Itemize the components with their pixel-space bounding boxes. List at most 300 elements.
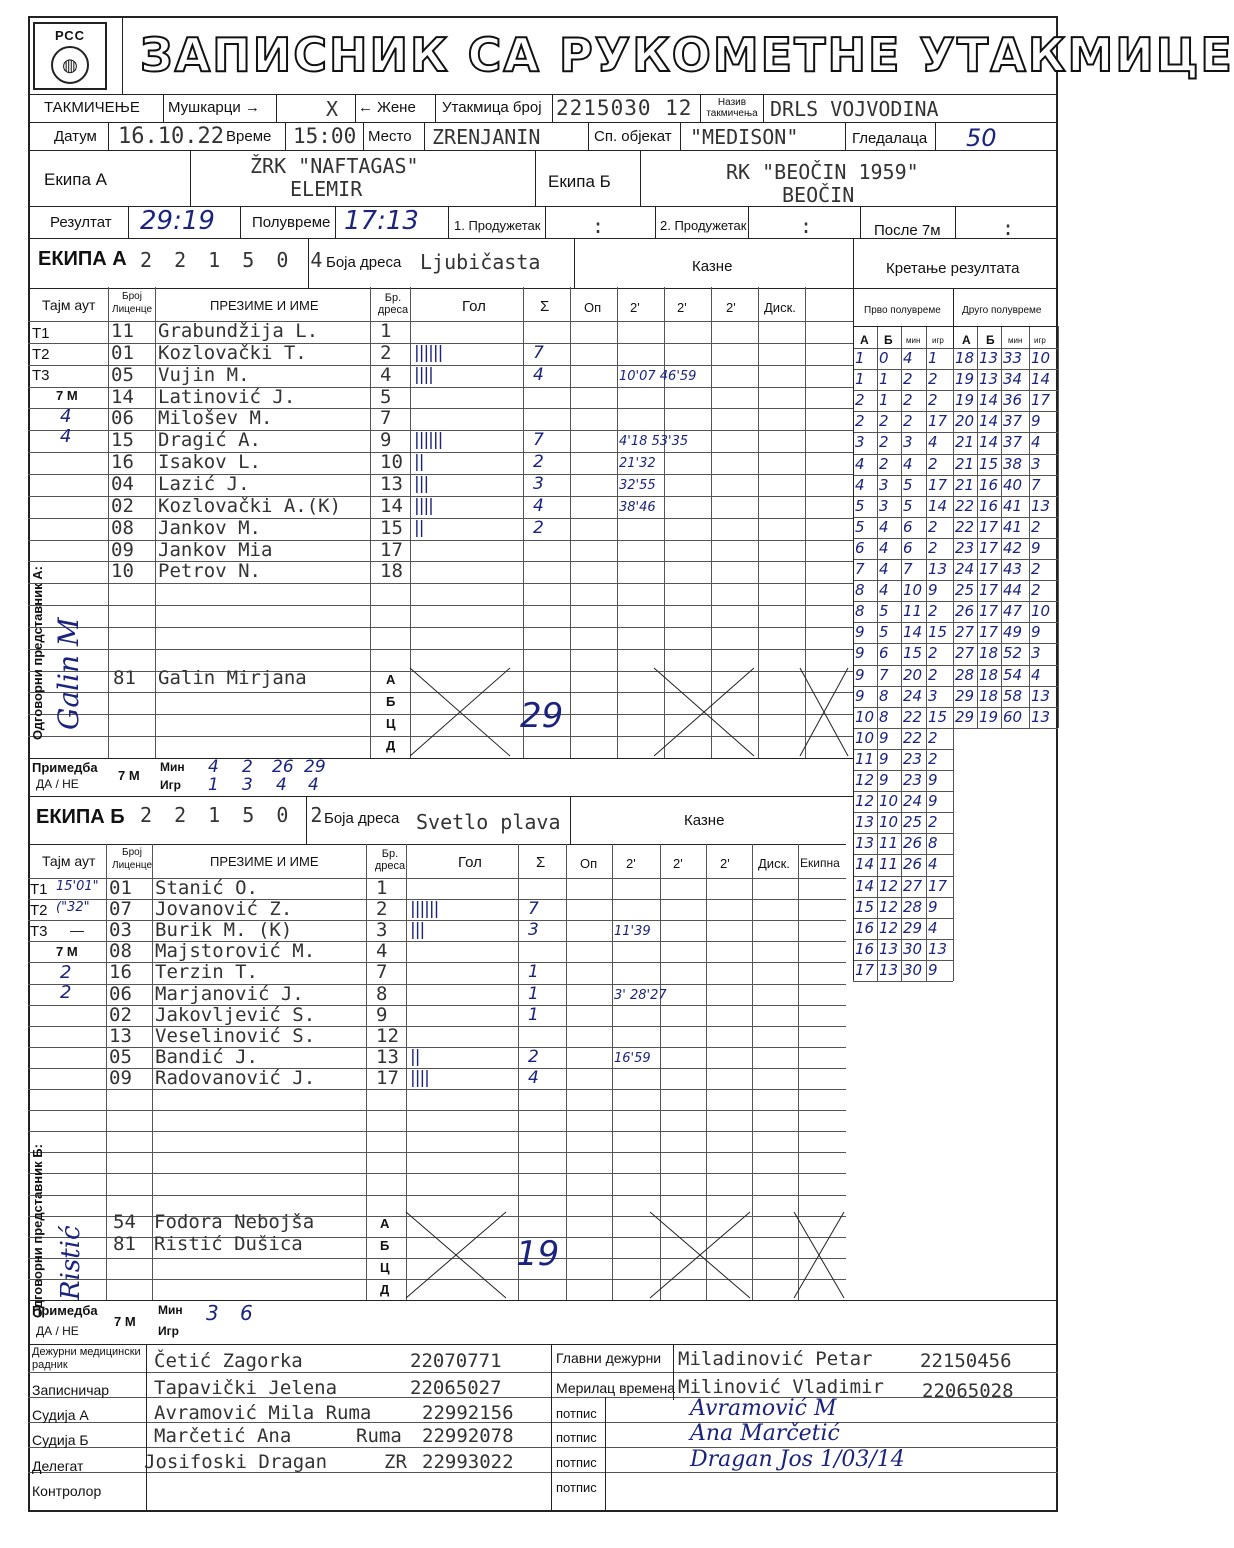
team-a-min-4: 29	[304, 757, 326, 777]
score-flow-second-cell: 25	[955, 581, 975, 600]
score-flow-first-cell: 20	[903, 665, 923, 684]
player-licence: 06	[109, 982, 132, 1005]
timeout-col-a: Тајм аут	[42, 297, 96, 313]
match-number: 2215030 12	[556, 96, 693, 120]
score-flow-second-cell: 44	[1003, 581, 1023, 600]
score-flow-second-cell: 22	[955, 496, 975, 515]
score-flow-row-line	[853, 981, 953, 982]
row-divider	[28, 1152, 846, 1153]
player-goals: ||||	[414, 495, 433, 516]
row-divider	[28, 583, 853, 584]
score-flow-first-cell: 2	[928, 665, 938, 684]
player-goal-sum: 7	[533, 342, 544, 363]
score-flow-first-cell: 29	[903, 918, 923, 937]
score-flow-second-cell: 21	[955, 475, 975, 494]
score-flow-second-cell: 10	[1031, 349, 1051, 367]
row-divider	[28, 1110, 846, 1111]
score-flow-first-cell: 4	[903, 349, 913, 367]
player-name: Isakov L.	[158, 451, 261, 474]
score-flow-first-cell: 11	[879, 834, 899, 853]
score-flow-first-cell: 2	[855, 391, 865, 410]
score-flow-first-cell: 17	[928, 876, 948, 895]
row-divider	[28, 1089, 846, 1090]
team-a-min-3: 26	[272, 757, 294, 777]
row-divider	[28, 1173, 846, 1174]
row-divider	[28, 387, 853, 388]
team-b-color-label: Боја дреса	[324, 810, 400, 827]
row-divider	[28, 920, 846, 921]
handball-icon: ◍	[51, 46, 89, 84]
score-flow-first-cell: 13	[879, 939, 899, 958]
ref-a-label: Судија А	[32, 1407, 89, 1423]
team-a-off-a: А	[386, 672, 396, 687]
score-flow-second-cell: 9	[1031, 623, 1041, 642]
column-divider	[152, 844, 153, 1300]
score-flow-first-cell: 8	[879, 686, 889, 705]
ref-b-city: Ruma	[356, 1425, 402, 1447]
score-flow-first-cell: 4	[879, 560, 889, 578]
score-flow-second-cell: 13	[979, 349, 999, 367]
team-b-official-1-name: Fodora Nebojša	[154, 1211, 315, 1233]
score-flow-second-cell: 3	[1031, 644, 1041, 663]
score-flow-first-cell: 30	[903, 960, 923, 979]
player-licence: 08	[109, 940, 132, 963]
score-flow-first-cell: 6	[903, 517, 913, 536]
player-jersey: 15	[380, 516, 403, 539]
team-b-min-label: Мин	[158, 1303, 183, 1317]
score-flow-first-cell: 1	[928, 349, 938, 367]
two-min-col-b-3: 2'	[720, 856, 730, 871]
row-divider	[28, 1026, 846, 1027]
sign-label-4: потпис	[556, 1480, 597, 1495]
score-flow-first-cell: 4	[928, 433, 938, 452]
team-a-7m-2: 4	[60, 426, 72, 447]
player-goals: ||	[414, 452, 424, 473]
team-b-off-b: Б	[380, 1238, 390, 1253]
team-a-label: Екипа А	[44, 170, 107, 189]
row-divider	[28, 518, 853, 519]
player-jersey: 17	[380, 538, 403, 561]
spectators-value: 50	[966, 124, 997, 152]
player-goals: ||||||	[410, 899, 439, 920]
two-min-col-a-2: 2'	[677, 300, 687, 315]
score-flow-first-cell: 9	[928, 771, 938, 789]
score-flow-second-cell: 9	[1031, 538, 1041, 557]
score-flow-first-cell: 17	[855, 960, 875, 979]
two-min-col-b-1: 2'	[626, 856, 636, 871]
team-a-off-b: Б	[386, 694, 396, 709]
player-jersey: 8	[376, 982, 388, 1005]
score-flow-first-cell: 1	[879, 370, 889, 389]
score-flow-first-cell: 23	[903, 771, 923, 789]
score-flow-second-cell: 41	[1003, 517, 1023, 536]
competition-label: ТАКМИЧЕЊЕ	[44, 99, 140, 116]
score-flow-first-cell: 12	[855, 771, 875, 789]
player-jersey: 18	[380, 560, 403, 583]
competition-name: DRLS VOJVODINA	[770, 97, 939, 121]
score-flow-second-cell: 18	[955, 349, 975, 367]
timekeeper-label: Мерилац времена	[556, 1380, 676, 1396]
place-value: ZRENJANIN	[432, 125, 541, 149]
player-name: Jakovljević S.	[155, 1003, 316, 1026]
rep-a-signature: Galin M	[52, 617, 85, 730]
team-b-t3-value: —	[70, 922, 84, 938]
score-flow-first-cell: 4	[879, 538, 889, 557]
score-flow-col-line	[977, 326, 978, 728]
timekeeper-name: Milinović Vladimir	[678, 1376, 884, 1398]
score-flow-second-cell: 2	[1031, 581, 1041, 600]
player-penalty-times: 32'55	[619, 477, 656, 493]
score-flow-first-cell: 2	[928, 517, 938, 536]
two-min-col-a-1: 2'	[630, 300, 640, 315]
team-a-section-label: ЕКИПА А	[38, 248, 127, 270]
player-goals: |||	[410, 920, 425, 941]
team-a-igr-label: Игр	[160, 778, 181, 792]
score-flow-first-cell: 9	[928, 581, 938, 600]
player-goals: ||	[410, 1046, 420, 1067]
team-a-igr-4: 4	[308, 775, 319, 795]
player-goal-sum: 7	[528, 899, 539, 920]
row-divider	[28, 452, 853, 453]
logo-text: РСС	[54, 28, 86, 43]
score-flow-second-cell: 18	[979, 686, 999, 705]
team-b-igr-label: Игр	[158, 1324, 179, 1338]
place-label: Место	[368, 128, 412, 145]
player-goal-sum: 2	[528, 1046, 539, 1067]
player-goal-sum: 3	[533, 473, 544, 494]
score-flow-second-cell: 4	[1031, 665, 1041, 684]
ref-b-label: Судија Б	[32, 1432, 89, 1448]
score-flow-first-cell: 2	[928, 644, 938, 663]
player-jersey: 12	[376, 1024, 399, 1047]
second-half-label: Друго полувреме	[962, 305, 1042, 316]
score-flow-first-cell: 2	[879, 433, 889, 452]
player-goals: ||||	[410, 1067, 429, 1088]
score-flow-second-cell: 14	[1031, 370, 1051, 389]
score-flow-first-cell: 12	[879, 918, 899, 937]
score-flow-first-cell: 13	[855, 834, 875, 853]
score-flow-first-cell: 7	[903, 560, 913, 578]
score-flow-first-cell: 13	[879, 960, 899, 979]
player-licence: 09	[111, 538, 134, 561]
score-flow-first-cell: 9	[879, 728, 889, 747]
medic-name: Četić Zagorka	[154, 1350, 303, 1372]
venue-label: Сп. објекат	[594, 128, 672, 145]
score-flow-first-cell: 2	[903, 370, 913, 389]
date-label: Датум	[54, 128, 97, 145]
score-flow-first-cell: 5	[855, 517, 865, 536]
score-flow-col-line	[1029, 326, 1030, 728]
score-flow-first-cell: 4	[928, 855, 938, 874]
score-flow-first-cell: 9	[928, 897, 938, 916]
sign-label-2: потпис	[556, 1430, 597, 1445]
team-b-code: 2 2 1 5 0 2	[140, 803, 328, 827]
score-flow-first-cell: 1	[855, 349, 865, 367]
team-a-city: ELEMIR	[290, 177, 363, 201]
player-jersey: 4	[376, 940, 388, 963]
ot2-value: :	[800, 214, 813, 238]
score-flow-first-cell: 2	[928, 370, 938, 389]
ref-b-lic: 22992078	[422, 1425, 514, 1447]
delegate-lic: 22993022	[422, 1451, 514, 1473]
score-flow-first-cell: 27	[903, 876, 923, 895]
sf-first-min: мин	[906, 336, 921, 345]
ref-b-name: Marčetić Ana	[154, 1425, 292, 1447]
score-flow-col-line	[901, 326, 902, 981]
score-flow-first-cell: 3	[879, 475, 889, 494]
score-flow-first-cell: 10	[879, 813, 899, 832]
score-flow-second-cell: 23	[955, 538, 975, 557]
goal-col-b: Гол	[458, 854, 482, 871]
player-penalty-times: 4'18 53'35	[619, 434, 689, 450]
score-flow-first-cell: 5	[903, 475, 913, 494]
row-divider	[28, 408, 853, 409]
player-jersey: 10	[380, 451, 403, 474]
score-flow-first-cell: 4	[879, 581, 889, 600]
column-divider	[106, 844, 107, 1300]
name-col-b: ПРЕЗИМЕ И ИМЕ	[210, 854, 319, 869]
score-flow-second-cell: 17	[979, 560, 999, 578]
score-flow-first-cell: 10	[855, 728, 875, 747]
score-flow-first-cell: 9	[879, 771, 889, 789]
team-b-label: Екипа Б	[548, 172, 611, 191]
score-flow-first-cell: 3	[879, 496, 889, 515]
score-flow-first-cell: 3	[903, 433, 913, 452]
two-min-col-a-3: 2'	[726, 300, 736, 315]
competition-name-label: Назив такмичења	[706, 97, 758, 119]
score-flow-second-cell: 13	[979, 370, 999, 389]
score-flow-second-cell: 17	[979, 623, 999, 642]
footer-col-line	[551, 1344, 552, 1512]
women-label: ← Жене	[358, 99, 416, 116]
score-flow-second-cell: 4	[1031, 433, 1041, 452]
delegate-city: ZR	[384, 1451, 407, 1473]
score-flow-first-cell: 24	[903, 792, 923, 811]
team-b-t2: T2	[30, 902, 48, 919]
row-divider	[28, 941, 846, 942]
player-licence: 14	[111, 385, 134, 408]
score-flow-first-cell: 4	[928, 918, 938, 937]
player-penalty-times: 10'07 46'59	[619, 368, 697, 384]
score-flow-first-cell: 0	[879, 349, 889, 367]
player-penalty-times: 3' 28'27	[614, 987, 667, 1003]
score-flow-first-cell: 14	[928, 496, 948, 515]
time-value: 15:00	[293, 124, 357, 148]
player-licence: 04	[111, 472, 134, 495]
team-b-7m-2: 2	[60, 982, 72, 1003]
footer-col-line	[146, 1344, 147, 1512]
score-flow-first-cell: 14	[903, 623, 923, 642]
team-a-color-label: Боја дреса	[326, 254, 402, 271]
team-a-min-2: 2	[242, 757, 253, 777]
rep-a-label: Одговорни представник А:	[30, 566, 45, 740]
team-b-total: 19	[516, 1234, 560, 1274]
row-divider	[28, 984, 846, 985]
player-licence: 16	[111, 451, 134, 474]
player-goals: |||	[414, 473, 429, 494]
score-flow-first-cell: 15	[928, 707, 948, 726]
score-flow-first-cell: 3	[855, 433, 865, 452]
score-flow-second-cell: 15	[979, 454, 999, 473]
score-flow-second-cell: 18	[979, 665, 999, 684]
team-a-yes-no: ДА / НЕ	[36, 777, 79, 791]
player-name: Kozlovački T.	[158, 341, 307, 364]
sign-label-1: потпис	[556, 1406, 597, 1421]
match-number-label: Утакмица број	[442, 99, 542, 116]
player-name: Jovanović Z.	[155, 898, 293, 921]
team-a-official-name: Galin Mirjana	[158, 667, 307, 689]
score-flow-first-cell: 4	[903, 454, 913, 473]
team-a-name: ŽRK "NAFTAGAS"	[250, 154, 419, 178]
team-b-yes-no: ДА / НЕ	[36, 1324, 79, 1338]
row-divider	[28, 1005, 846, 1006]
delegate-label: Делегат	[32, 1458, 84, 1474]
player-jersey: 4	[380, 363, 392, 386]
row-divider	[28, 365, 853, 366]
score-flow-second-cell: 54	[1003, 665, 1023, 684]
penalties-label-a: Казне	[692, 258, 733, 275]
score-flow-second-cell: 27	[955, 623, 975, 642]
player-goal-sum: 4	[528, 1067, 539, 1088]
team-a-7m-note: 7 М	[118, 768, 140, 783]
score-flow-first-cell: 2	[903, 412, 913, 431]
score-flow-first-cell: 14	[855, 855, 875, 874]
team-b-note-label: Примедба	[32, 1303, 98, 1318]
result-value: 29:19	[140, 206, 215, 236]
score-flow-second-cell: 28	[955, 665, 975, 684]
team-b-min-2: 6	[240, 1301, 253, 1325]
score-flow-first-cell: 9	[855, 665, 865, 684]
player-licence: 05	[111, 363, 134, 386]
team-a-t1: T1	[32, 325, 50, 342]
score-flow-first-cell: 13	[928, 939, 948, 958]
player-goal-sum: 4	[533, 364, 544, 385]
team-a-igr-3: 4	[276, 775, 287, 795]
ref-a-lic: 22992156	[422, 1402, 514, 1424]
player-jersey: 2	[380, 341, 392, 364]
score-flow-second-cell: 26	[955, 602, 975, 621]
score-flow-first-cell: 26	[903, 855, 923, 874]
player-jersey: 14	[380, 494, 403, 517]
recorder-label: Записничар	[32, 1382, 110, 1398]
row-divider	[28, 605, 853, 606]
score-flow-first-cell: 2	[928, 538, 938, 557]
first-half-label: Прво полувреме	[864, 305, 941, 316]
team-a-t2: T2	[32, 346, 50, 363]
score-flow-first-cell: 1	[879, 391, 889, 410]
team-a-color: Ljubičasta	[420, 250, 541, 274]
score-flow-first-cell: 2	[928, 391, 938, 410]
player-name: Jankov M.	[158, 516, 261, 539]
halftime-label: Полувреме	[252, 214, 331, 231]
score-flow-first-cell: 5	[903, 496, 913, 515]
score-flow-first-cell: 23	[903, 749, 923, 768]
score-flow-second-cell: 10	[1031, 602, 1051, 621]
score-flow-second-cell: 9	[1031, 412, 1041, 431]
score-flow-first-cell: 8	[928, 834, 938, 853]
rep-b-label: Одговорни представник Б:	[30, 1144, 45, 1318]
row-divider	[28, 561, 853, 562]
sf-first-b: Б	[884, 333, 893, 347]
penalties-label-b: Казне	[684, 812, 725, 829]
score-flow-second-cell: 17	[979, 602, 999, 621]
team-a-total: 29	[520, 696, 564, 736]
score-flow-first-cell: 2	[928, 728, 938, 747]
score-flow-first-cell: 2	[928, 813, 938, 832]
two-min-col-b-2: 2'	[673, 856, 683, 871]
player-licence: 02	[111, 494, 134, 517]
score-flow-first-cell: 9	[855, 686, 865, 705]
after7m-value: :	[1002, 216, 1015, 240]
controller-label: Контролор	[32, 1483, 102, 1499]
player-name: Burik M. (K)	[155, 919, 293, 942]
score-flow-second-cell: 13	[1031, 686, 1051, 705]
disq-col-a: Диск.	[764, 300, 796, 315]
score-flow-second-cell: 52	[1003, 644, 1023, 663]
player-licence: 05	[109, 1045, 132, 1068]
score-flow-second-cell: 58	[1003, 686, 1023, 705]
score-flow-first-cell: 5	[879, 623, 889, 642]
score-flow-second-cell: 24	[955, 560, 975, 578]
name-col-a: ПРЕЗИМЕ И ИМЕ	[210, 298, 319, 313]
score-flow-second-cell: 43	[1003, 560, 1023, 578]
score-flow-first-cell: 7	[855, 560, 865, 578]
score-flow-first-cell: 15	[928, 623, 948, 642]
team-a-note-label: Примедба	[32, 760, 98, 775]
score-flow-second-cell: 2	[1031, 517, 1041, 536]
row-divider	[28, 1047, 846, 1048]
ot1-label: 1. Продужетак	[454, 218, 541, 233]
row-divider	[28, 878, 846, 879]
score-flow-label: Кретање резултата	[886, 260, 1020, 277]
sf-second-b: Б	[986, 333, 995, 347]
score-flow-second-cell: 19	[955, 370, 975, 389]
player-goals: ||||||	[414, 342, 443, 363]
player-jersey: 5	[380, 385, 392, 408]
player-goal-sum: 4	[533, 495, 544, 516]
player-licence: 09	[109, 1066, 132, 1089]
team-b-off-d: Д	[380, 1282, 390, 1297]
licence-col-b: Број Лиценце	[112, 847, 153, 871]
score-flow-first-cell: 2	[928, 749, 938, 768]
score-flow-first-cell: 10	[855, 707, 875, 726]
score-flow-second-cell: 3	[1031, 454, 1041, 473]
date-value: 16.10.22	[118, 124, 224, 149]
player-goals: ||||	[414, 364, 433, 385]
player-name: Latinović J.	[158, 385, 296, 408]
halftime-value: 17:13	[344, 206, 419, 236]
row-divider	[28, 962, 846, 963]
score-flow-second-cell: 49	[1003, 623, 1023, 642]
score-flow-first-cell: 11	[855, 749, 875, 768]
player-penalty-times: 38'46	[619, 499, 656, 515]
score-flow-first-cell: 9	[879, 749, 889, 768]
player-goal-sum: 7	[533, 430, 544, 451]
score-flow-first-cell: 8	[855, 602, 865, 621]
team-b-7m-label: 7 М	[56, 944, 78, 959]
row-divider	[28, 1195, 846, 1196]
score-flow-first-cell: 4	[855, 454, 865, 473]
row-divider	[28, 649, 853, 650]
footer-row-line	[28, 1372, 1058, 1373]
sum-col-b: Σ	[536, 854, 546, 871]
score-flow-first-cell: 4	[879, 517, 889, 536]
player-penalty-times: 11'39	[614, 924, 651, 940]
score-flow-first-cell: 2	[928, 454, 938, 473]
row-divider	[28, 627, 853, 628]
score-flow-first-cell: 10	[903, 581, 923, 600]
player-jersey: 13	[376, 1045, 399, 1068]
